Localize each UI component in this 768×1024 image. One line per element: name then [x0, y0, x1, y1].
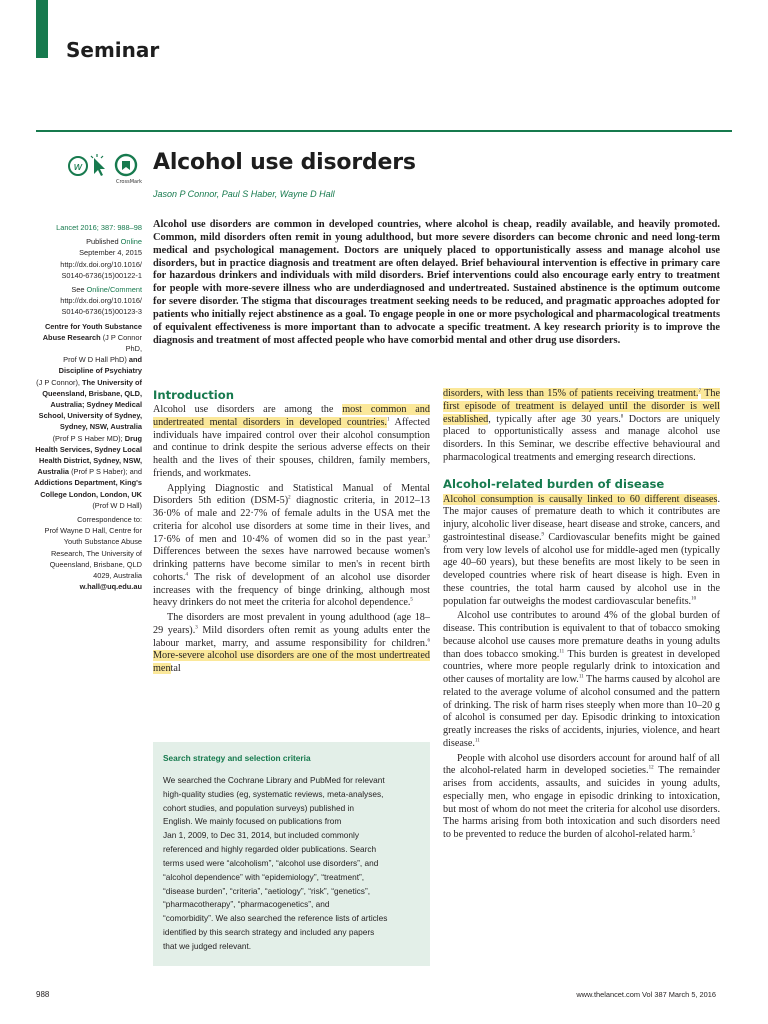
affiliation-line: Discipline of Psychiatry — [58, 366, 142, 376]
panel-line: that we judged relevant. — [163, 940, 252, 951]
intro-paragraph-3: The disorders are most prevalent in young adulthood (age 18–29 years).$^3$ Mild disorders often remit as young adults enter the labour market, marry, and assume responsibility for children.$^6$ More-severe alcohol use disorders are one of the most undertreated mental — [153, 612, 431, 674]
online-link[interactable]: Online — [120, 237, 142, 247]
crossmark-icon — [116, 155, 136, 175]
header-rule — [36, 130, 732, 132]
journal-footer: www.thelancet.com Vol 387 March 5, 2016 — [576, 990, 716, 999]
highlight: Alcohol consumption is causally linked to 60 different diseases — [443, 493, 718, 505]
burden-paragraph-3: People with alcohol use disorders account for around half of all the alcohol-related harm in developed societies.$^{12}$ The remainder arises from accidents, assaults, and suicides in young adults, especially men, who engage in episodic drinking to intoxication, but most of whom do not meet the criteria for alcohol use disorders. The harms arising from both intoxication and such disorders need to be prevented to reduce the burden of alcohol-related harm.$^5$ — [443, 752, 720, 840]
article-authors: Jason P Connor, Paul S Haber, Wayne D Hall — [153, 189, 335, 199]
doi-link[interactable]: http://dx.doi.org/10.1016/ — [60, 259, 142, 269]
citation: Lancet 2016; 387: 988–98 — [56, 223, 142, 232]
section-label: Seminar — [66, 38, 160, 62]
panel-line: identified by this search strategy and included any papers — [163, 927, 375, 938]
right-column — [443, 388, 720, 844]
see-also: See Online/Comment http://dx.doi.org/10.1016/ S0140-6736(15)00123-3 — [30, 284, 142, 318]
affiliation-line: Centre for Youth Substance — [44, 321, 142, 331]
abstract: Alcohol use disorders are common in developed countries, where alcohol is cheap, readily available, and heavily promoted. Common, mild disorders often remit in young adulthood, but more severe disorders can become chronic and need long-term medical and psychological management. Doctors are uniquely placed to opportunistically assess and manage alcohol use disorders, but in practice diagnosis and treatment are often delayed. Brief behavioural intervention is effective in primary care for hazardous drinkers and individuals with mild disorders. Brief interventions could also encourage early entry to treatment for people with more-severe illness who are underdiagnosed and undertreated. Sustained abstinence is the optimum outcome for severe disorder. The stigma that discourages treatment seeking needs to be reduced, and pragmatic approaches adopted for patients who initially reject abstinence as a goal. To engage people in one or more psychological and pharmacological treatments of equivalent effectiveness is more important than to advocate a specific treatment. A key research priority is to improve the diagnosis and treatment of most affected people who have comorbid mental and other drug use disorders. — [153, 219, 720, 346]
cursor-icon — [91, 154, 105, 176]
affiliation-line: (Prof P S Haber MD); Drug — [52, 433, 142, 443]
svg-text:w: w — [73, 160, 83, 173]
intro-paragraph-2: Applying Diagnostic and Statistical Manual of Mental Disorders 5th edition $(DSM-5)^2$ diagnostic criteria, in 2012–13 36·0% of male and 22·7% of female adults in the USA met the criteria for alcohol use disorders at some time in their lives, and 17·6% of men and 10·4% of women did so in the past year.$^3$ Differences between the sexes have narrowed because women's drinking patterns have become similar to men's in recent birth cohorts.$^4$ The risk of development of an alcohol use disorder increases with the frequency of binge drinking, although most heavy drinkers do not meet the criteria for alcohol dependence.$^5$ — [153, 482, 430, 609]
affiliation-line: Australia; Sydney Medical — [50, 400, 142, 410]
published-info: Published Online September 4, 2015 http://dx.doi.org/10.1016/ S0140-6736(15)00122-1 — [30, 236, 142, 281]
highlight: disorders, with less than 15% of patients receiving treatment. — [443, 388, 699, 399]
affiliation-line: Health District, Sydney, NSW, — [39, 456, 142, 466]
panel-line: English. We mainly focused on publications from — [163, 816, 342, 827]
panel-line: high-quality studies (eg, systematic reviews, meta-analyses, — [163, 788, 384, 799]
left-column — [153, 388, 430, 678]
affiliation-line: School, University of Sydney, — [38, 411, 142, 421]
affiliation-line: Addictions Department, King's — [34, 478, 142, 488]
highlight: The first episode of treatment is delayed until the disorder is well established — [443, 388, 720, 425]
page-number: 988 — [36, 990, 50, 999]
panel-line: Jan 1, 2009, to Dec 31, 2014, but included commonly — [163, 830, 360, 841]
intro-paragraph-1: Alcohol use disorders are among the most common and undertreated mental disorders in developed countries.$^1$ Affected individuals have impaired control over their alcohol consumption and continue to drink despite the serious adverse effects on their health and the lives of their spouses, children, family members, friends, and workmates. — [153, 404, 430, 479]
article-title: Alcohol use disorders — [153, 150, 416, 175]
open-access-icon — [69, 157, 87, 175]
comment-doi-link[interactable]: http://dx.doi.org/10.1016/ — [60, 296, 142, 306]
burden-paragraph-2: Alcohol use contributes to around 4% of the global burden of disease. This contribution is equivalent to that of tobacco smoking because alcohol use causes more premature deaths in young adults than does tobacco smoking.$^{11}$ This burden is greatest in developed countries, where more people regularly drink to intoxication and other causes of mortality are low.$^{11}$ The harms caused by alcohol are related to the average volume of alcohol consumed and the pattern of drinking. The risk of harm rises steeply when more than 10–20 g of alcohol is consumed per day. Episodic drinking to intoxication greatly increases the risks of accidents, injuries, violence, and heart disease.$^{11}$ — [443, 610, 720, 749]
margin-notes — [30, 222, 142, 596]
affiliation-line: (Prof W D Hall) — [92, 500, 142, 510]
panel-line: “disease burden”, “criteria”, “aetiology”, “risk”, “genetics”, — [163, 885, 371, 896]
affiliation-line: (J P Connor), The University of — [36, 377, 142, 387]
affiliation-line: Queensland, Brisbane, QLD, — [42, 388, 142, 398]
intro-continued: disorders, with less than 15% of patients receiving treatment.$^7$ The first episode of treatment is delayed until the disorder is well established, typically after age 30 years.$^8$ Doctors are uniquely placed to opportunistically assess and manage alcohol use disorders. In this Seminar, we describe effective behavioural and pharmacological treatments and emerging research directions. — [443, 388, 721, 463]
affiliation-line: Prof W D Hall PhD) and — [63, 355, 142, 365]
panel-line: We searched the Cochrane Library and PubMed for relevant — [163, 774, 385, 785]
correspondence: Correspondence to: Prof Wayne D Hall, Centre for Youth Substance Abuse Research, The University of Queensland, Brisbane, QLD 4029, Australia w.hall@uq.edu.au — [30, 514, 142, 592]
panel-line: terms used were “alcoholism”, “alcohol use disorders”, and — [163, 857, 379, 868]
affiliation-line: Sydney, NSW, Australia — [59, 422, 142, 432]
highlight: most common and undertreated mental disorders in developed countries. — [153, 404, 430, 428]
affiliation-line: Australia (Prof P S Haber); and — [37, 467, 142, 477]
panel-line: “comorbidity”. We also searched the reference lists of articles — [163, 913, 388, 924]
comment-link[interactable]: Online/Comment — [86, 285, 142, 295]
highlight: More-severe alcohol use disorders are one of the most undertreated men — [153, 650, 430, 674]
intro-heading: Introduction — [153, 388, 234, 402]
panel-line: “pharmacotherapy”, “pharmacogenetics”, and — [163, 899, 330, 910]
burden-paragraph-1: Alcohol consumption is causally linked to 60 different diseases. The major causes of premature death to which it contributes are injury, alcoholic liver disease, heart disease and stroke, cancers, and gastrointestinal disease.$^9$ Cardiovascular benefits might be gained from very low levels of alcohol use for middle-aged men (typically age 40–60 years), but these benefits are most likely to be seen in developed countries where risk of heart disease is high. Even in these countries, the total harm caused by alcohol use in the population far outweighs the modest cardiovascular benefits.$^{10}$ — [443, 493, 720, 607]
panel-line: referenced and highly regarded older publications. Search — [163, 844, 377, 855]
search-strategy-panel — [153, 742, 430, 966]
panel-title: Search strategy and selection criteria — [163, 753, 311, 763]
crossmark-label: CrossMark — [116, 179, 143, 185]
affiliation-line: Health Services, Sydney Local — [35, 444, 142, 454]
burden-heading: Alcohol-related burden of disease — [443, 476, 665, 491]
email-link[interactable]: w.hall@uq.edu.au — [79, 582, 142, 592]
affiliations — [30, 321, 142, 511]
affiliation-line: Abuse Research (J P Connor PhD, — [42, 332, 142, 354]
panel-line: “alcohol dependence” with “epidemiology”, “treatment”, — [163, 871, 365, 882]
panel-line: cohort studies, and population surveys) published in — [163, 802, 354, 813]
section-color-bar — [36, 0, 48, 58]
affiliation-line: College London, London, UK — [40, 489, 142, 499]
